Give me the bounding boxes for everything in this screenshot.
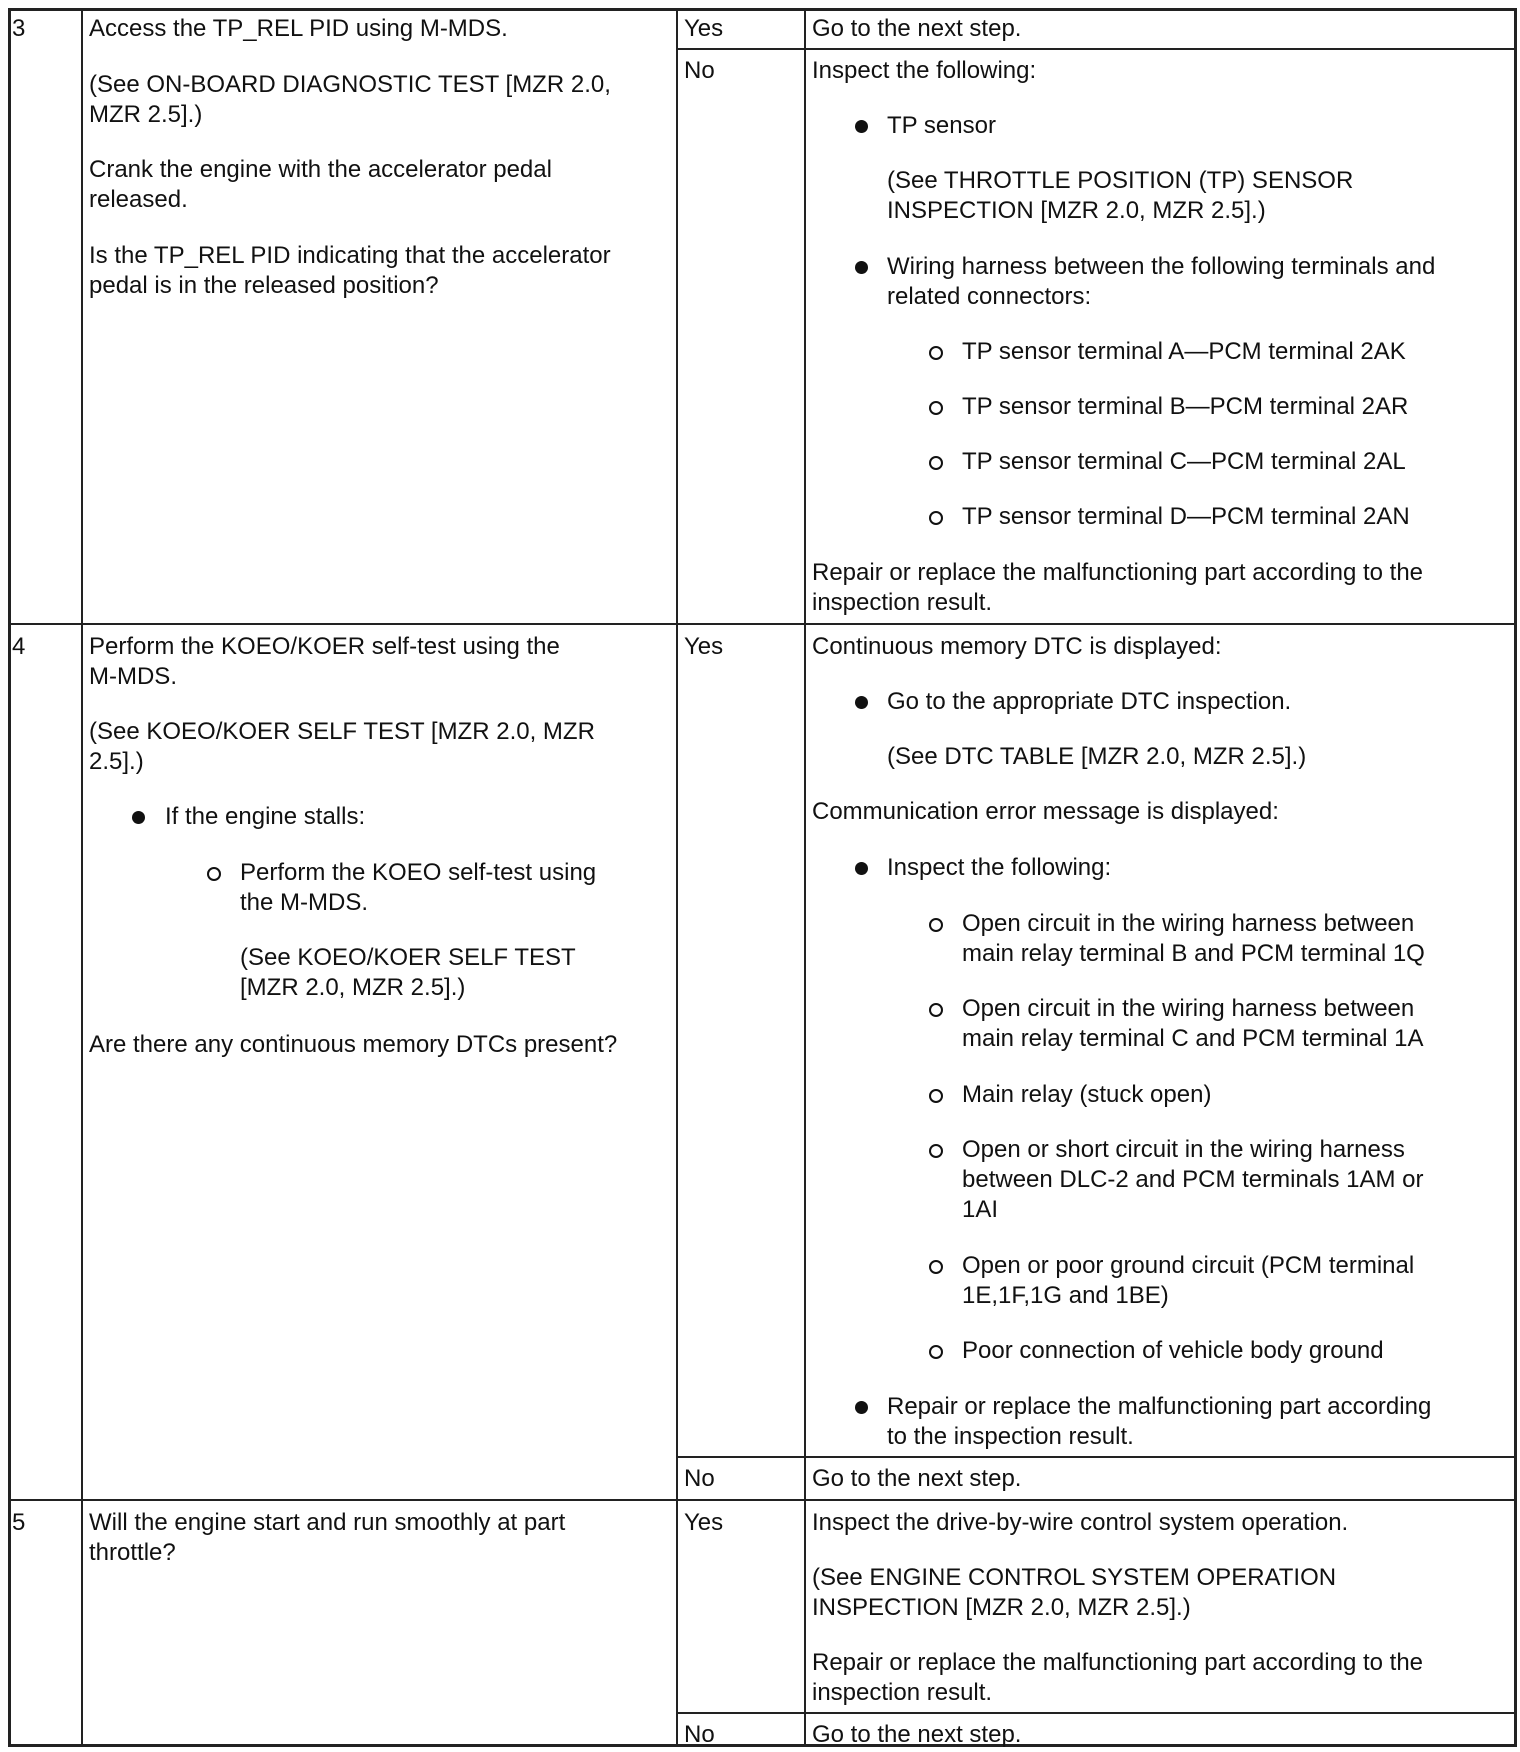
result-text: TP sensor terminal C—PCM terminal 2AL xyxy=(962,448,1406,475)
result-text: Repair or replace the malfunctioning part according to the xyxy=(812,559,1424,586)
action-text: M-MDS. xyxy=(89,663,177,690)
sub-bullet-icon xyxy=(929,1144,943,1158)
action-text: Crank the engine with the accelerator pedal xyxy=(89,156,552,183)
result-text: Go to the next step. xyxy=(812,1465,1022,1492)
table-border-bottom xyxy=(8,1744,1517,1747)
no-label: No xyxy=(684,1721,715,1748)
result-text: Poor connection of vehicle body ground xyxy=(962,1337,1384,1364)
yes-label: Yes xyxy=(684,15,724,42)
action-text: throttle? xyxy=(89,1539,176,1566)
result-text: 1E,1F,1G and 1BE) xyxy=(962,1282,1169,1309)
result-text: Open or poor ground circuit (PCM terminal xyxy=(962,1252,1415,1279)
result-text: Go to the next step. xyxy=(812,15,1022,42)
table-border-left xyxy=(8,8,11,1747)
action-text: pedal is in the released position? xyxy=(89,272,439,299)
table-border-right xyxy=(1514,8,1517,1747)
result-text: Repair or replace the malfunctioning part according to the xyxy=(812,1649,1424,1676)
column-divider-step xyxy=(81,8,83,1747)
sub-bullet-icon xyxy=(929,1003,943,1017)
result-text: Communication error message is displayed: xyxy=(812,798,1279,825)
result-text: (See DTC TABLE [MZR 2.0, MZR 2.5].) xyxy=(887,743,1307,770)
result-text: Open or short circuit in the wiring harness xyxy=(962,1136,1405,1163)
result-text: (See ENGINE CONTROL SYSTEM OPERATION xyxy=(812,1564,1337,1591)
action-text: the M-MDS. xyxy=(240,889,369,916)
action-text: Will the engine start and run smoothly at part xyxy=(89,1509,566,1536)
action-text: Perform the KOEO self-test using xyxy=(240,859,597,886)
action-text: If the engine stalls: xyxy=(165,803,366,830)
sub-bullet-icon xyxy=(207,867,221,881)
result-text: main relay terminal B and PCM terminal 1Q xyxy=(962,940,1425,967)
row-divider-4-5 xyxy=(8,1499,1517,1501)
column-divider-action xyxy=(676,8,678,1747)
bullet-icon xyxy=(855,120,868,133)
yes-label: Yes xyxy=(684,1509,724,1536)
result-text: INSPECTION [MZR 2.0, MZR 2.5].) xyxy=(887,197,1266,224)
bullet-icon xyxy=(855,862,868,875)
yes-label: Yes xyxy=(684,633,724,660)
result-text: Continuous memory DTC is displayed: xyxy=(812,633,1222,660)
bullet-icon xyxy=(855,261,868,274)
action-text: Are there any continuous memory DTCs present? xyxy=(89,1031,618,1058)
result-text: (See THROTTLE POSITION (TP) SENSOR xyxy=(887,167,1354,194)
result-text: 1AI xyxy=(962,1196,999,1223)
result-text: TP sensor terminal A—PCM terminal 2AK xyxy=(962,338,1406,365)
result-text: to the inspection result. xyxy=(887,1423,1134,1450)
step-number: 3 xyxy=(12,15,26,42)
action-text: (See KOEO/KOER SELF TEST [MZR 2.0, MZR xyxy=(89,718,595,745)
sub-bullet-icon xyxy=(929,401,943,415)
result-text: related connectors: xyxy=(887,283,1092,310)
no-label: No xyxy=(684,1465,715,1492)
step-number: 5 xyxy=(12,1509,26,1536)
result-text: Open circuit in the wiring harness between xyxy=(962,995,1415,1022)
action-text: (See KOEO/KOER SELF TEST xyxy=(240,944,576,971)
bullet-icon xyxy=(132,811,145,824)
result-text: INSPECTION [MZR 2.0, MZR 2.5].) xyxy=(812,1594,1191,1621)
bullet-icon xyxy=(855,1401,868,1414)
sub-bullet-icon xyxy=(929,511,943,525)
result-text: Wiring harness between the following terminals and xyxy=(887,253,1436,280)
result-text: main relay terminal C and PCM terminal 1A xyxy=(962,1025,1424,1052)
action-text: [MZR 2.0, MZR 2.5].) xyxy=(240,974,466,1001)
action-text: Access the TP_REL PID using M-MDS. xyxy=(89,15,508,42)
result-text: Go to the appropriate DTC inspection. xyxy=(887,688,1292,715)
result-text: Main relay (stuck open) xyxy=(962,1081,1212,1108)
no-label: No xyxy=(684,57,715,84)
bullet-icon xyxy=(855,696,868,709)
row-divider-3-4 xyxy=(8,623,1517,625)
sub-bullet-icon xyxy=(929,346,943,360)
result-text: TP sensor xyxy=(887,112,996,139)
row-divider-5-yes-no xyxy=(676,1712,1516,1714)
result-text: Inspect the following: xyxy=(887,854,1112,881)
row-divider-3-yes-no xyxy=(676,48,1516,50)
result-text: inspection result. xyxy=(812,589,993,616)
result-text: between DLC-2 and PCM terminals 1AM or xyxy=(962,1166,1424,1193)
result-text: Inspect the drive-by-wire control system operation. xyxy=(812,1509,1349,1536)
result-text: inspection result. xyxy=(812,1679,993,1706)
action-text: released. xyxy=(89,186,188,213)
result-text: Open circuit in the wiring harness between xyxy=(962,910,1415,937)
sub-bullet-icon xyxy=(929,456,943,470)
table-border-top xyxy=(8,8,1517,11)
result-text: Repair or replace the malfunctioning part according xyxy=(887,1393,1432,1420)
sub-bullet-icon xyxy=(929,1089,943,1103)
action-text: 2.5].) xyxy=(89,748,144,775)
action-text: MZR 2.5].) xyxy=(89,101,203,128)
action-text: (See ON-BOARD DIAGNOSTIC TEST [MZR 2.0, xyxy=(89,71,611,98)
sub-bullet-icon xyxy=(929,1345,943,1359)
step-number: 4 xyxy=(12,633,26,660)
row-divider-4-yes-no xyxy=(676,1456,1516,1458)
result-text: Inspect the following: xyxy=(812,57,1037,84)
result-text: Go to the next step. xyxy=(812,1721,1022,1748)
sub-bullet-icon xyxy=(929,918,943,932)
column-divider-result xyxy=(804,8,806,1747)
result-text: TP sensor terminal D—PCM terminal 2AN xyxy=(962,503,1410,530)
sub-bullet-icon xyxy=(929,1260,943,1274)
action-text: Perform the KOEO/KOER self-test using the xyxy=(89,633,560,660)
result-text: TP sensor terminal B—PCM terminal 2AR xyxy=(962,393,1409,420)
action-text: Is the TP_REL PID indicating that the accelerator xyxy=(89,242,611,269)
